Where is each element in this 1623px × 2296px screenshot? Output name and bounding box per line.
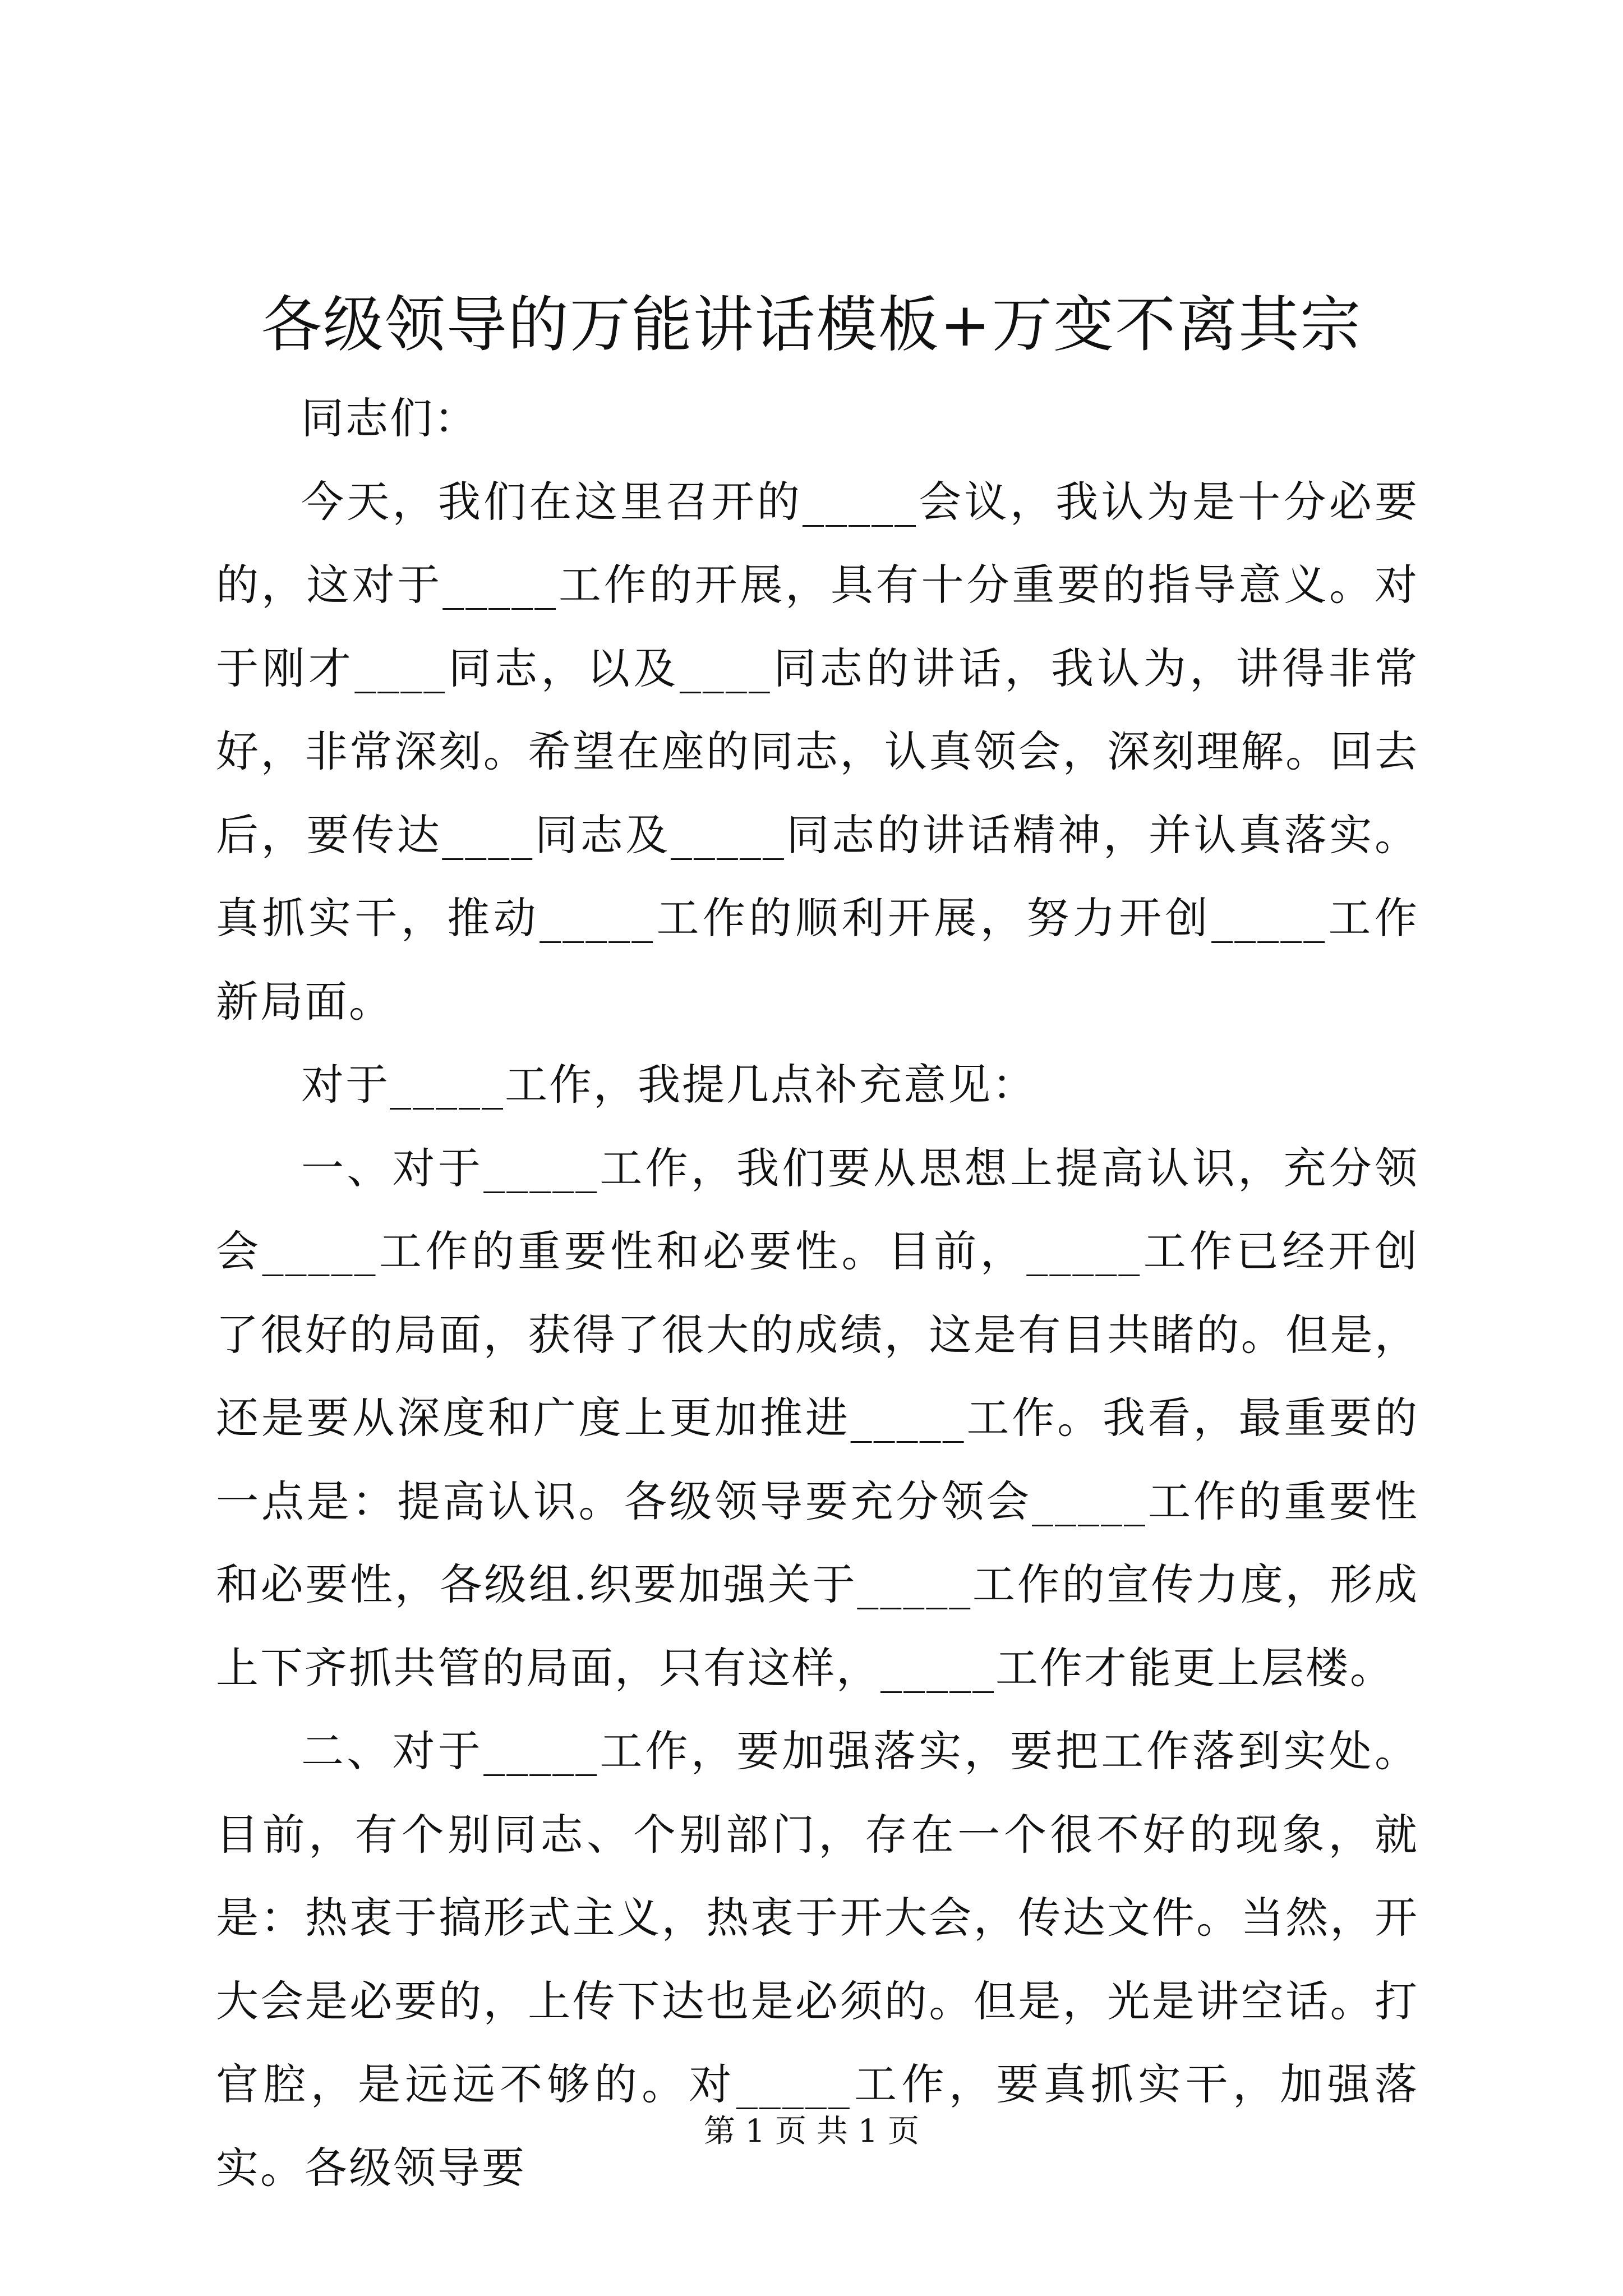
paragraph-intro-points: 对于_____工作，我提几点补充意见： — [301, 1060, 1036, 1110]
paragraph-point-one: 一、对于_____工作，我们要从思想上提高认识，充分领会_____工作的重要性和必要性。目前，_____工作已经开创了很好的局面，获得了很大的成绩，这是有目共睹的。但是，还是要从深度和广度上更加推进_____工作。我看，最重要的一点是：提高认识。各级领导要充分领会_____工作的重要性和必要性，各级组.织要加强关于_____工作的宣传力度，形成上下齐抓共管的局面，只有这样，_____工作才能更上层楼。 — [216, 1143, 1419, 1693]
paragraph-opening: 今天，我们在这里召开的_____会议，我认为是十分必要的，这对于_____工作的开展，具有十分重要的指导意义。对于刚才____同志，以及____同志的讲话，我认为，讲得非常好，非常深刻。希望在座的同志，认真领会，深刻理解。回去后，要传达____同志及_____同志的讲话精神，并认真落实。真抓实干，推动_____工作的顺利开展，努力开创_____工作新局面。 — [216, 476, 1419, 1027]
paragraph-point-two: 二、对于_____工作，要加强落实，要把工作落到实处。目前，有个别同志、个别部门，存在一个很不好的现象，就是：热衷于搞形式主义，热衷于开大会，传达文件。当然，开大会是必要的，上传下达也是必须的。但是，光是讲空话。打官腔，是远远不够的。对_____工作，要真抓实干，加强落实。各级领导要 — [216, 1726, 1419, 2193]
page-number-footer: 第 1 页 共 1 页 — [703, 2113, 920, 2150]
document-title: 各级领导的万能讲话模板+万变不离其宗 — [261, 290, 1362, 360]
paragraph-salutation: 同志们： — [301, 393, 478, 443]
document-body — [216, 377, 1419, 2210]
